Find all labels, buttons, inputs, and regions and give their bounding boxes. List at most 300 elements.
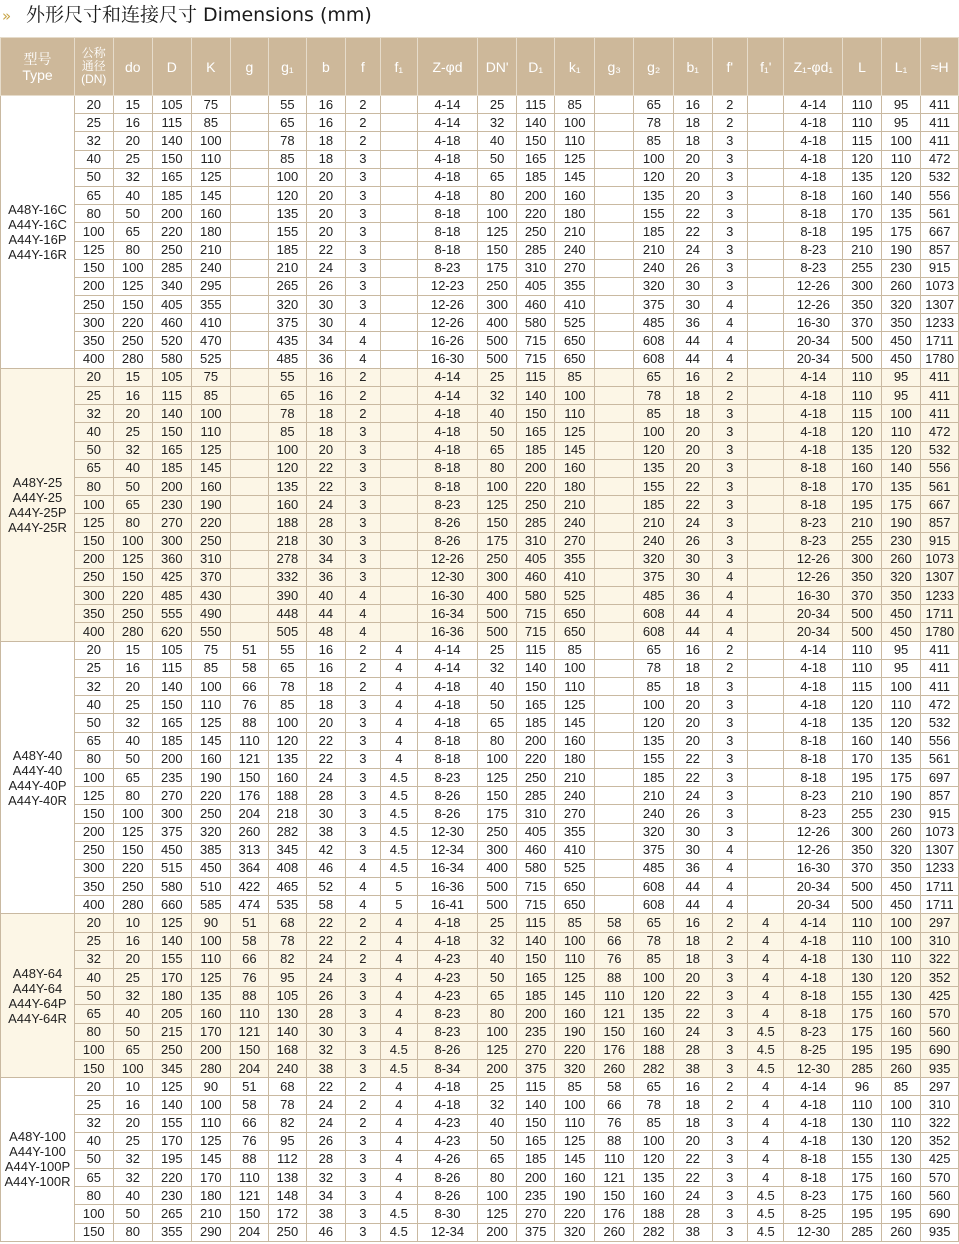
table-cell: 8-18 <box>784 750 843 768</box>
table-cell: 30 <box>674 550 713 568</box>
table-cell: 285 <box>153 259 192 277</box>
table-cell: 130 <box>843 950 882 968</box>
table-cell: 3 <box>345 223 380 241</box>
table-cell <box>748 714 784 732</box>
table-cell: 8-18 <box>784 768 843 786</box>
table-cell: 185 <box>516 168 555 186</box>
table-cell: 3 <box>712 405 747 423</box>
table-cell: 8-18 <box>784 1169 843 1187</box>
table-row <box>1 1023 959 1041</box>
table-cell: 4-14 <box>417 368 478 386</box>
table-cell: 20 <box>674 696 713 714</box>
table-cell: 285 <box>843 1059 882 1077</box>
table-cell: 857 <box>921 514 959 532</box>
table-cell: 160 <box>843 732 882 750</box>
table-cell: 38 <box>307 1059 346 1077</box>
table-cell: 8-18 <box>784 1150 843 1168</box>
table-cell: 110 <box>843 114 882 132</box>
table-cell: 66 <box>231 1114 269 1132</box>
table-cell: 320 <box>634 550 674 568</box>
table-cell: 190 <box>555 1023 595 1041</box>
table-cell: 145 <box>191 1150 231 1168</box>
table-cell: 110 <box>231 732 269 750</box>
table-cell: 22 <box>674 205 713 223</box>
table-cell <box>748 841 784 859</box>
table-cell: 40 <box>75 969 114 987</box>
table-cell: 485 <box>153 587 192 605</box>
table-cell: 8-26 <box>417 1041 478 1059</box>
table-cell: 322 <box>921 1114 959 1132</box>
table-cell: 1233 <box>921 859 959 877</box>
table-cell: 3 <box>712 1041 747 1059</box>
table-cell: 260 <box>881 1059 921 1077</box>
table-cell: 4 <box>712 332 747 350</box>
table-cell <box>748 532 784 550</box>
table-cell: 95 <box>881 96 921 114</box>
table-cell: 200 <box>516 1005 555 1023</box>
table-cell: 2 <box>345 132 380 150</box>
table-cell: 715 <box>516 896 555 914</box>
header-f-prime: f' <box>712 38 747 96</box>
table-cell: 240 <box>555 514 595 532</box>
table-cell: 140 <box>268 1023 307 1041</box>
table-cell <box>594 623 634 641</box>
table-cell: 3 <box>712 205 747 223</box>
table-cell: 150 <box>153 150 192 168</box>
table-cell: 16 <box>307 114 346 132</box>
table-cell: 580 <box>516 314 555 332</box>
table-cell: 140 <box>153 932 192 950</box>
table-cell: 170 <box>843 205 882 223</box>
table-cell: 150 <box>75 805 114 823</box>
table-cell: 16-30 <box>784 587 843 605</box>
table-cell <box>748 277 784 295</box>
table-cell <box>748 587 784 605</box>
table-cell: 4-14 <box>417 641 478 659</box>
table-cell: 85 <box>268 423 307 441</box>
table-cell: 190 <box>881 787 921 805</box>
table-cell: 2 <box>345 405 380 423</box>
table-cell: 250 <box>191 532 231 550</box>
table-cell: 75 <box>191 368 231 386</box>
table-cell <box>594 150 634 168</box>
table-cell <box>381 550 417 568</box>
table-row <box>1 168 959 186</box>
table-cell <box>748 568 784 586</box>
table-cell: 88 <box>231 1150 269 1168</box>
table-cell: 30 <box>674 296 713 314</box>
table-cell: 120 <box>634 1150 674 1168</box>
table-cell <box>748 296 784 314</box>
table-row <box>1 1005 959 1023</box>
table-cell: 320 <box>881 568 921 586</box>
table-cell: 176 <box>594 1205 634 1223</box>
table-cell: 20-34 <box>784 878 843 896</box>
table-cell: 580 <box>153 878 192 896</box>
table-cell: 38 <box>307 823 346 841</box>
table-cell: 20 <box>674 441 713 459</box>
table-cell: 20 <box>307 223 346 241</box>
table-cell: 8-18 <box>417 750 478 768</box>
table-cell: 3 <box>345 205 380 223</box>
table-cell: 110 <box>555 678 595 696</box>
type-label: A44Y-40P <box>8 777 67 793</box>
table-cell: 30 <box>674 841 713 859</box>
table-cell <box>381 223 417 241</box>
table-cell: 265 <box>268 277 307 295</box>
table-cell: 180 <box>555 477 595 495</box>
table-cell: 4 <box>712 878 747 896</box>
table-cell: 4-18 <box>417 150 478 168</box>
table-cell: 1073 <box>921 550 959 568</box>
table-cell: 410 <box>555 296 595 314</box>
table-cell <box>748 550 784 568</box>
table-cell: 8-18 <box>784 477 843 495</box>
table-cell: 210 <box>191 1205 231 1223</box>
table-cell: 100 <box>881 914 921 932</box>
table-cell: 4.5 <box>748 1023 784 1041</box>
table-cell: 220 <box>555 1205 595 1223</box>
table-cell: 4 <box>712 568 747 586</box>
table-cell: 100 <box>555 659 595 677</box>
table-cell: 1711 <box>921 896 959 914</box>
table-cell: 22 <box>674 496 713 514</box>
table-cell: 3 <box>712 150 747 168</box>
table-cell: 150 <box>153 423 192 441</box>
table-cell: 105 <box>153 96 192 114</box>
table-row <box>1 405 959 423</box>
table-cell: 260 <box>881 550 921 568</box>
table-cell: 3 <box>345 1187 380 1205</box>
table-cell: 450 <box>153 841 192 859</box>
table-row <box>1 878 959 896</box>
type-label: A44Y-40R <box>8 792 67 808</box>
table-cell <box>381 623 417 641</box>
table-cell: 4 <box>748 932 784 950</box>
table-cell: 95 <box>881 368 921 386</box>
table-cell <box>594 405 634 423</box>
table-cell: 435 <box>268 332 307 350</box>
table-cell: 44 <box>674 332 713 350</box>
table-cell: 135 <box>268 205 307 223</box>
table-cell: 188 <box>268 514 307 532</box>
table-cell <box>381 350 417 368</box>
table-cell: 100 <box>634 969 674 987</box>
table-cell: 16 <box>307 387 346 405</box>
table-cell: 20-34 <box>784 350 843 368</box>
table-cell: 935 <box>921 1059 959 1077</box>
table-cell <box>748 114 784 132</box>
table-cell: 110 <box>191 1114 231 1132</box>
table-cell <box>381 459 417 477</box>
table-cell: 474 <box>231 896 269 914</box>
table-cell: 4-18 <box>417 423 478 441</box>
table-cell: 25 <box>75 387 114 405</box>
table-cell <box>594 241 634 259</box>
table-cell: 300 <box>478 296 517 314</box>
table-cell: 121 <box>231 1023 269 1041</box>
table-cell: 25 <box>113 696 153 714</box>
table-cell: 18 <box>674 950 713 968</box>
table-cell: 32 <box>75 678 114 696</box>
table-cell: 130 <box>268 1005 307 1023</box>
table-cell: 190 <box>555 1187 595 1205</box>
table-cell <box>594 114 634 132</box>
table-cell: 22 <box>307 732 346 750</box>
table-cell: 16 <box>674 96 713 114</box>
table-cell: 332 <box>268 568 307 586</box>
table-cell: 125 <box>191 1132 231 1150</box>
table-cell: 110 <box>191 423 231 441</box>
table-cell: 26 <box>674 805 713 823</box>
table-cell: 650 <box>555 332 595 350</box>
table-cell: 4 <box>381 678 417 696</box>
table-cell: 3 <box>345 532 380 550</box>
table-cell: 200 <box>153 750 192 768</box>
table-cell: 135 <box>634 459 674 477</box>
table-cell: 500 <box>478 605 517 623</box>
table-cell: 4 <box>381 1114 417 1132</box>
table-cell: 8-18 <box>784 459 843 477</box>
table-cell <box>748 441 784 459</box>
table-cell: 250 <box>113 878 153 896</box>
table-cell: 500 <box>843 332 882 350</box>
table-cell: 400 <box>75 623 114 641</box>
table-cell: 115 <box>516 914 555 932</box>
table-cell: 75 <box>191 96 231 114</box>
table-cell <box>748 259 784 277</box>
table-cell: 532 <box>921 441 959 459</box>
table-cell: 8-18 <box>417 205 478 223</box>
table-cell: 160 <box>268 768 307 786</box>
header-do: do <box>113 38 153 96</box>
table-cell: 20 <box>674 459 713 477</box>
table-cell: 110 <box>555 405 595 423</box>
table-cell: 44 <box>674 605 713 623</box>
table-cell: 36 <box>674 859 713 877</box>
table-cell: 350 <box>75 332 114 350</box>
table-cell <box>594 223 634 241</box>
title-bar <box>0 0 959 37</box>
table-cell: 4 <box>381 1150 417 1168</box>
table-row <box>1 1114 959 1132</box>
table-cell: 3 <box>712 1150 747 1168</box>
table-cell: 125 <box>555 969 595 987</box>
table-cell: 4-23 <box>417 950 478 968</box>
table-cell: 300 <box>843 550 882 568</box>
table-cell <box>748 496 784 514</box>
table-cell: 85 <box>634 678 674 696</box>
table-cell: 3 <box>345 1150 380 1168</box>
table-cell: 1233 <box>921 314 959 332</box>
table-row <box>1 132 959 150</box>
table-cell: 96 <box>843 1078 882 1096</box>
table-cell: 42 <box>307 841 346 859</box>
table-cell: 78 <box>268 405 307 423</box>
table-cell: 3 <box>345 732 380 750</box>
table-cell: 3 <box>712 732 747 750</box>
table-cell: 4-18 <box>784 714 843 732</box>
table-cell: 472 <box>921 696 959 714</box>
table-cell: 370 <box>843 587 882 605</box>
table-cell: 715 <box>516 605 555 623</box>
table-cell: 25 <box>478 914 517 932</box>
table-cell: 250 <box>268 1223 307 1241</box>
table-cell: 34 <box>307 1187 346 1205</box>
table-cell <box>231 96 269 114</box>
table-cell: 52 <box>307 878 346 896</box>
table-cell: 20 <box>674 423 713 441</box>
table-cell <box>381 532 417 550</box>
table-cell: 110 <box>231 1169 269 1187</box>
table-cell: 4-14 <box>417 96 478 114</box>
table-cell: 185 <box>634 768 674 786</box>
table-cell: 320 <box>191 823 231 841</box>
table-cell: 150 <box>113 568 153 586</box>
table-cell: 450 <box>881 605 921 623</box>
table-cell: 125 <box>555 423 595 441</box>
table-cell: 170 <box>153 1132 192 1150</box>
table-cell: 20 <box>113 950 153 968</box>
table-cell: 32 <box>113 987 153 1005</box>
table-cell: 8-18 <box>417 477 478 495</box>
table-cell: 190 <box>191 496 231 514</box>
table-cell: 3 <box>345 459 380 477</box>
table-cell: 4-23 <box>417 987 478 1005</box>
table-cell: 40 <box>113 1005 153 1023</box>
table-cell: 285 <box>843 1223 882 1241</box>
table-cell: 4-18 <box>417 186 478 204</box>
table-cell <box>231 459 269 477</box>
table-cell: 85 <box>634 950 674 968</box>
table-cell: 472 <box>921 150 959 168</box>
table-cell: 65 <box>113 223 153 241</box>
table-cell: 55 <box>268 96 307 114</box>
table-cell: 125 <box>478 1205 517 1223</box>
table-cell: 65 <box>75 732 114 750</box>
table-cell: 36 <box>307 568 346 586</box>
table-cell <box>594 678 634 696</box>
table-cell <box>594 768 634 786</box>
table-row <box>1 550 959 568</box>
table-cell: 120 <box>268 186 307 204</box>
table-cell: 88 <box>231 714 269 732</box>
table-cell: 100 <box>191 405 231 423</box>
table-cell: 22 <box>307 1078 346 1096</box>
table-cell: 210 <box>843 514 882 532</box>
table-cell <box>748 332 784 350</box>
table-cell: 95 <box>881 659 921 677</box>
table-cell: 180 <box>191 1187 231 1205</box>
table-row <box>1 223 959 241</box>
table-cell: 8-26 <box>417 787 478 805</box>
table-cell <box>381 150 417 168</box>
table-cell: 160 <box>555 459 595 477</box>
type-label: A44Y-25R <box>8 519 67 535</box>
table-cell <box>594 532 634 550</box>
table-cell: 280 <box>191 1059 231 1077</box>
table-cell: 145 <box>191 459 231 477</box>
table-cell: 4-18 <box>784 678 843 696</box>
table-cell: 915 <box>921 805 959 823</box>
table-cell: 22 <box>307 750 346 768</box>
table-cell: 140 <box>153 1096 192 1114</box>
table-cell: 110 <box>881 150 921 168</box>
table-cell: 100 <box>881 132 921 150</box>
table-cell: 76 <box>231 969 269 987</box>
table-cell: 448 <box>268 605 307 623</box>
header-dn-prime: DN' <box>478 38 517 96</box>
table-cell: 30 <box>307 296 346 314</box>
table-cell: 650 <box>555 896 595 914</box>
table-cell: 40 <box>113 459 153 477</box>
table-cell: 4-18 <box>417 405 478 423</box>
table-cell: 4.5 <box>748 1041 784 1059</box>
table-cell: 3 <box>712 1187 747 1205</box>
table-cell: 115 <box>843 678 882 696</box>
table-cell: 130 <box>881 1150 921 1168</box>
table-cell: 165 <box>153 441 192 459</box>
table-cell: 30 <box>307 314 346 332</box>
table-cell <box>381 114 417 132</box>
table-cell: 65 <box>75 186 114 204</box>
table-cell: 411 <box>921 678 959 696</box>
table-cell: 105 <box>268 987 307 1005</box>
table-cell: 160 <box>634 1187 674 1205</box>
table-cell: 130 <box>843 969 882 987</box>
table-cell: 32 <box>75 132 114 150</box>
table-cell: 65 <box>634 914 674 932</box>
table-cell: 350 <box>843 568 882 586</box>
table-cell: 125 <box>75 787 114 805</box>
table-cell: 204 <box>231 1223 269 1241</box>
table-cell: 65 <box>634 1078 674 1096</box>
table-cell: 3 <box>712 1114 747 1132</box>
table-cell: 80 <box>113 787 153 805</box>
table-cell: 3 <box>712 1005 747 1023</box>
table-cell: 525 <box>555 314 595 332</box>
table-cell: 8-30 <box>417 1205 478 1223</box>
table-cell: 310 <box>191 550 231 568</box>
table-cell: 24 <box>307 1096 346 1114</box>
table-cell: 110 <box>594 987 634 1005</box>
table-cell: 20 <box>307 714 346 732</box>
table-cell: 411 <box>921 96 959 114</box>
table-cell: 608 <box>634 896 674 914</box>
table-cell: 715 <box>516 623 555 641</box>
table-cell: 80 <box>478 459 517 477</box>
table-row <box>1 696 959 714</box>
table-cell: 8-26 <box>417 1187 478 1205</box>
table-cell: 667 <box>921 223 959 241</box>
table-cell: 250 <box>478 277 517 295</box>
header-l: L <box>843 38 882 96</box>
table-cell: 85 <box>634 1114 674 1132</box>
table-cell: 100 <box>634 423 674 441</box>
table-cell: 20 <box>674 168 713 186</box>
table-cell: 32 <box>113 168 153 186</box>
table-cell: 170 <box>191 1169 231 1187</box>
table-cell: 3 <box>712 969 747 987</box>
type-label: A48Y-16C <box>8 201 67 217</box>
table-cell: 4 <box>381 641 417 659</box>
table-cell <box>748 514 784 532</box>
table-cell: 320 <box>881 296 921 314</box>
table-cell: 16 <box>113 387 153 405</box>
table-cell: 16 <box>307 659 346 677</box>
table-cell: 176 <box>231 787 269 805</box>
table-cell: 150 <box>231 1205 269 1223</box>
